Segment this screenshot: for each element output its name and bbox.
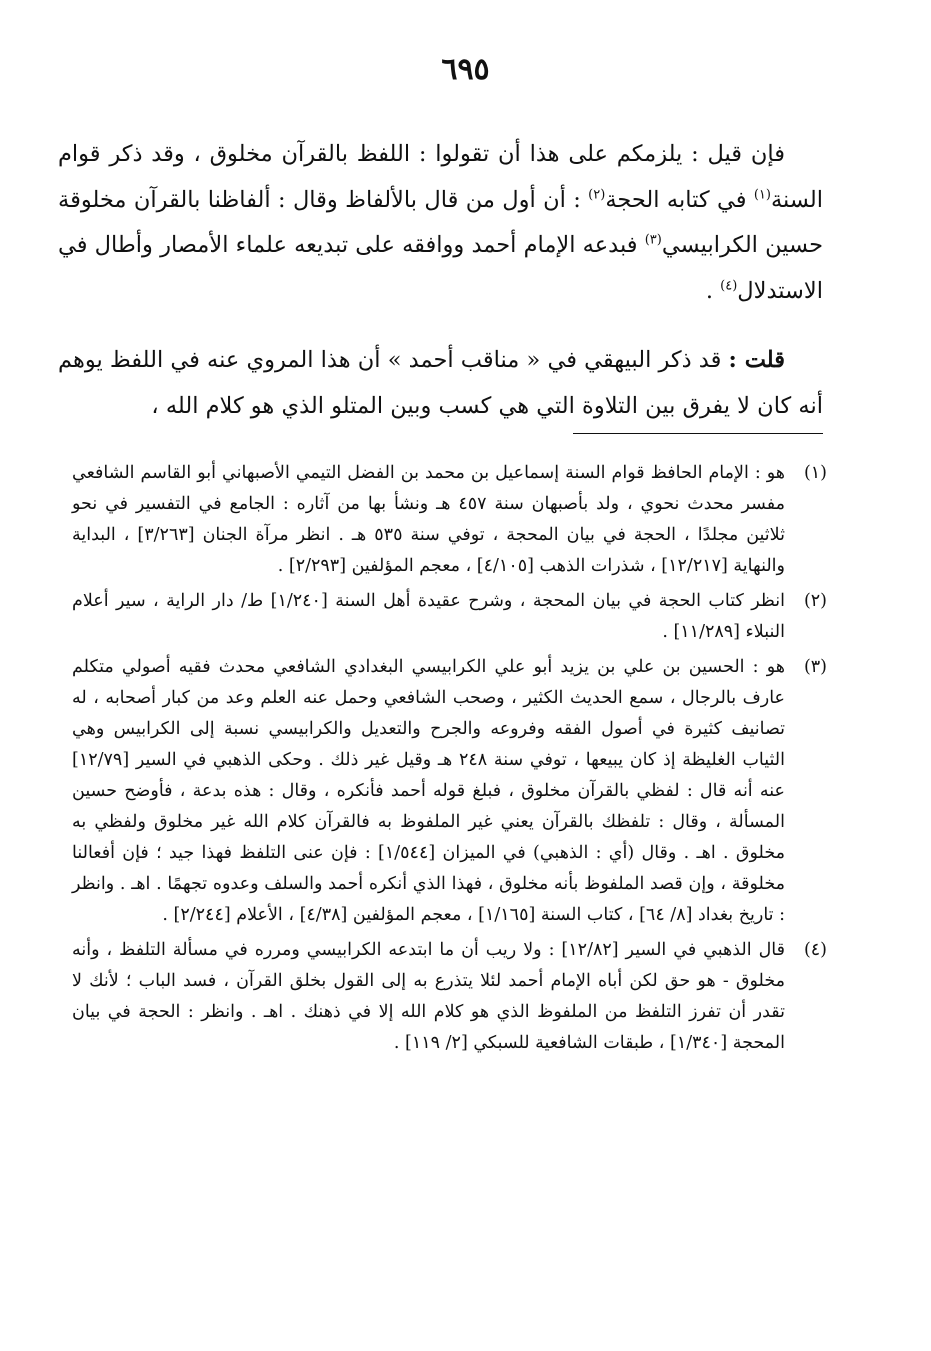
footnote-item: [72, 586, 827, 648]
footnote-ref[interactable]: (٣): [644, 232, 662, 248]
footnote-ref[interactable]: (٢): [588, 187, 606, 202]
footnote-item: [72, 935, 827, 1059]
paragraph-objection: [58, 132, 823, 314]
footnote-number: (٢): [803, 591, 827, 611]
footnote-number: (٣): [803, 657, 827, 677]
paragraph-text: فبدعه الإمام أحمد ووافقه على تبديعه علماء الأمصار وأطال في الاستدلال: [58, 232, 823, 304]
footnote-item: [72, 652, 827, 931]
paragraph-text: قد ذكر البيهقي في « مناقب أحمد » أن هذا المروي عنه في اللفظ يوهم أنه كان لا يفرق بين التلاوة التي هي كسب وبين المتلو الذي هو كلام الله ،: [58, 347, 823, 419]
footnote-number: (٤): [803, 940, 827, 960]
footnote-number: (١): [803, 463, 827, 483]
footnote-text: انظر كتاب الحجة في بيان المحجة ، وشرح عقيدة أهل السنة [١/٢٤٠] ط/ دار الراية ، سير أعلام النبلاء [١١/٢٨٩] .: [72, 591, 785, 642]
footnote-ref[interactable]: (٤): [720, 278, 738, 293]
paragraph-text: فإن قيل : يلزمكم على هذا أن تقولوا : اللفظ بالقرآن مخلوق ، وقد ذكر قوام السنة: [58, 141, 823, 213]
paragraph-text: في كتابه الحجة: [605, 186, 754, 213]
page-number: ٦٩٥: [441, 52, 490, 87]
footnote-text: قال الذهبي في السير [١٢/٨٢] : ولا ريب أن ما ابتدعه الكرابيسي ومرره في مسألة التلفظ ، وأنه مخلوق - هو حق لكن أباه الإمام أحمد لئلا يتذرع به إلى القول بخلق القرآن ، فسد الباب ؛ لأنك لا تقدر أن تفرز التلفظ من الملفوظ الذي هو كلام الله إلا في ذهنك . اهـ . وانظر : الحجة في بيان المحجة [١/٣٤٠] ، طبقات الشافعية للسبكي [٢/ ١١٩] .: [72, 940, 785, 1053]
paragraph-text: .: [705, 277, 721, 304]
footnote-text: هو : الحسين بن علي بن يزيد أبو علي الكرابيسي البغدادي الشافعي محدث فقيه أصولي متكلم عارف بالرجال ، سمع الحديث الكثير ، وصحب الشافعي وحمل عنه العلم وعد من كبار أصحابه ، له تصانيف كثيرة في أصول الفقه وفروعه والجرح والتعديل والكرابيسي نسبة إلى الكرابيس وهي الثياب الغليظة إذ كان يبيعها ، توفي سنة ٢٤٨ هـ وقيل غير ذلك . وحكى الذهبي في السير [١٢/٧٩] عنه أنه قال : لفظي بالقرآن مخلوق ، فبلغ قوله أحمد فأنكره ، وقال : هذه بدعة ، فأوضح حسين المسألة ، وقال : تلفظك بالقرآن يعني غير الملفوظ به فالقرآن كلام الله غير مخلوق ولفظي به مخلوق . اهـ . وقال (أي : الذهبي) في الميزان [١/٥٤٤] : فإن عنى التلفظ فهذا جيد ؛ فإن أفعالنا مخلوقة ، وإن قصد الملفوظ بأنه مخلوق ، فهذا الذي أنكره أحمد والسلف وعدوه تجهمًا . اهـ . وانظر : تاريخ بغداد [٨/ ٦٤] ، كتاب السنة [١/١٦٥] ، معجم المؤلفين [٤/٣٨] ، الأعلام [٢/٢٤٤] .: [72, 657, 786, 925]
paragraph-reply: [58, 338, 823, 429]
footnotes: [72, 458, 827, 1063]
main-text: [58, 132, 823, 429]
reply-lead: قلت :: [728, 347, 786, 373]
footnote-item: [72, 458, 827, 582]
paragraph-text: : أن أول من قال بالألفاظ وقال : ألفاظنا بالقرآن مخلوقة حسين الكرابيسي: [58, 186, 823, 258]
footnote-separator: [573, 433, 823, 434]
footnote-text: هو : الإمام الحافظ قوام السنة إسماعيل بن محمد بن الفضل التيمي الأصبهاني أبو القاسم الشافعي مفسر محدث نحوي ، ولد بأصبهان سنة ٤٥٧ هـ ونشأ بها من آثاره : الجامع في التفسير في نحو ثلاثين مجلدًا ، الحجة في بيان المحجة ، توفي سنة ٥٣٥ هـ . انظر مرآة الجنان [٣/٢٦٣] ، البداية والنهاية [١٢/٢١٧] ، شذرات الذهب [٤/١٠٥] ، معجم المؤلفين [٢/٢٩٣] .: [72, 463, 785, 576]
footnote-ref[interactable]: (١): [753, 187, 771, 202]
